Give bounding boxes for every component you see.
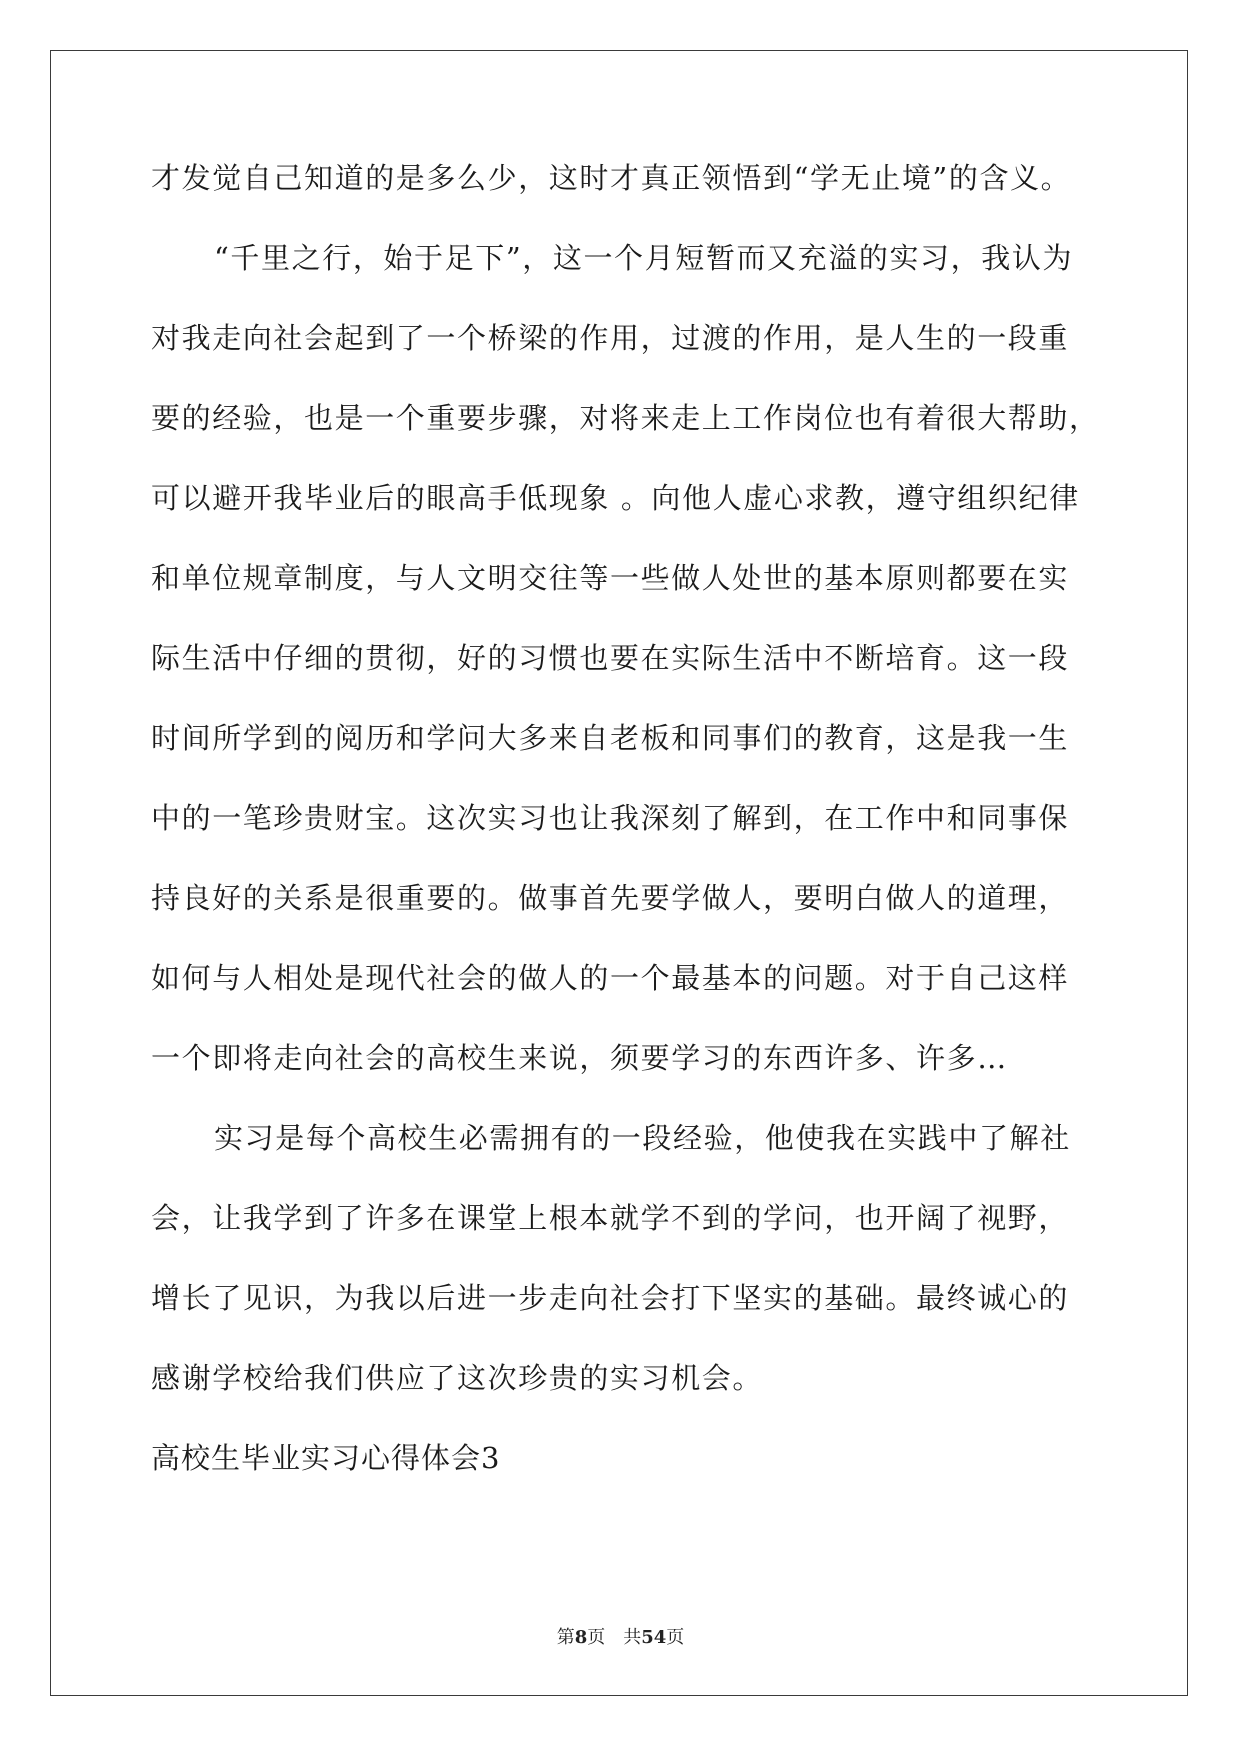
body-text-line: 中的一笔珍贵财宝。这次实习也让我深刻了解到，在工作中和同事保 <box>151 801 1070 835</box>
body-text-line: 才发觉自己知道的是多么少，这时才真正领悟到“学无止境”的含义。 <box>151 161 1072 195</box>
body-text-line: 实习是每个高校生必需拥有的一段经验，他使我在实践中了解社 <box>214 1121 1071 1155</box>
total-suffix: 页 <box>666 1627 685 1648</box>
body-text-line: 如何与人相处是现代社会的做人的一个最基本的问题。对于自己这样 <box>151 961 1070 995</box>
body-text-line: 会，让我学到了许多在课堂上根本就学不到的学问，也开阔了视野， <box>151 1201 1070 1235</box>
page-prefix: 第 <box>556 1627 575 1648</box>
total-prefix: 共 <box>623 1627 642 1648</box>
body-text-line: 增长了见识，为我以后进一步走向社会打下坚实的基础。最终诚心的 <box>151 1281 1070 1315</box>
page-footer <box>0 1626 1241 1650</box>
body-text-line: 感谢学校给我们供应了这次珍贵的实习机会。 <box>151 1361 764 1395</box>
body-text-line: 可以避开我毕业后的眼高手低现象 。向他人虚心求教，遵守组织纪律 <box>151 481 1080 515</box>
body-text-line: 时间所学到的阅历和学问大多来自老板和同事们的教育，这是我一生 <box>151 721 1070 755</box>
body-text-line: 对我走向社会起到了一个桥梁的作用，过渡的作用，是人生的一段重 <box>151 321 1070 355</box>
body-text-line: 一个即将走向社会的高校生来说，须要学习的东西许多、许多… <box>151 1041 1008 1075</box>
total-pages: 54 <box>641 1627 667 1648</box>
section-heading: 高校生毕业实习心得体会3 <box>151 1441 501 1475</box>
page-number: 8 <box>574 1627 588 1648</box>
page-suffix: 页 <box>587 1627 606 1648</box>
body-text-line: 要的经验，也是一个重要步骤，对将来走上工作岗位也有着很大帮助， <box>151 401 1100 435</box>
body-text-line: 际生活中仔细的贯彻，好的习惯也要在实际生活中不断培育。这一段 <box>151 641 1070 675</box>
body-text-line: 和单位规章制度，与人文明交往等一些做人处世的基本原则都要在实 <box>151 561 1070 595</box>
body-text-line: “千里之行，始于足下”，这一个月短暂而又充溢的实习，我认为 <box>214 241 1074 275</box>
body-text-line: 持良好的关系是很重要的。做事首先要学做人，要明白做人的道理， <box>151 881 1070 915</box>
